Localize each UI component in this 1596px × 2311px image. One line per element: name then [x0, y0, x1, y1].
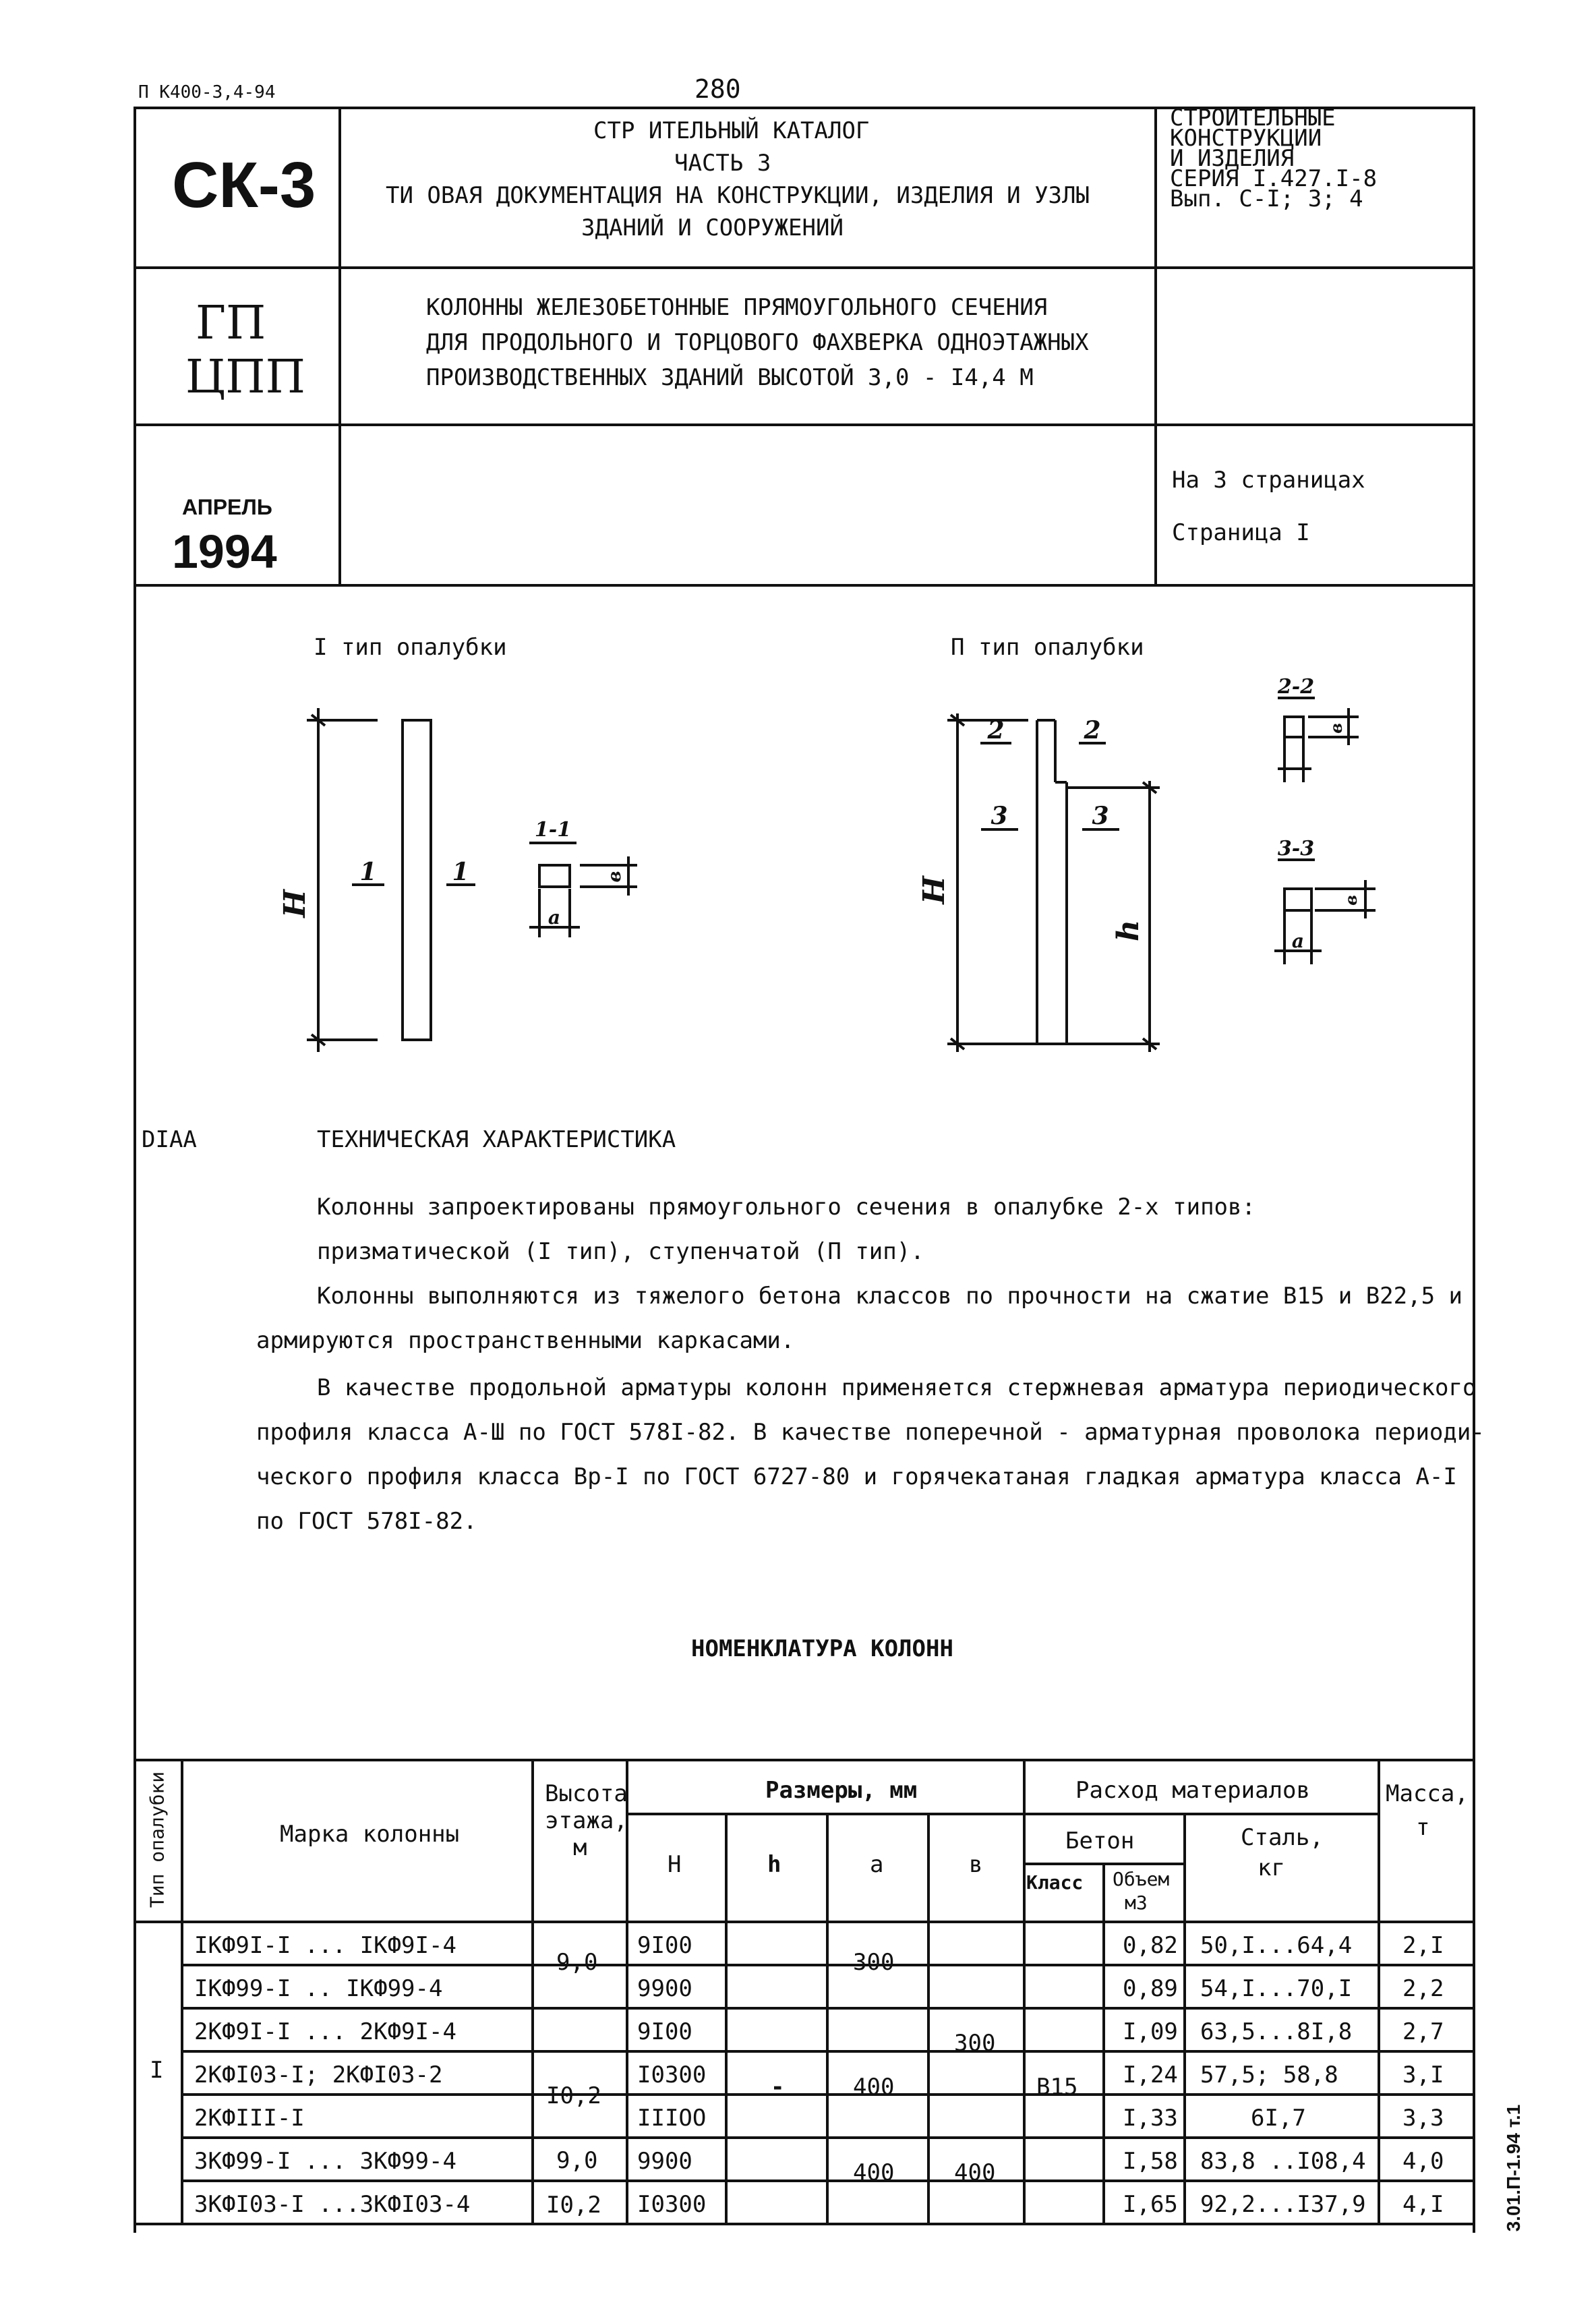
side-code: DIAA: [142, 1126, 197, 1153]
header-b: в: [969, 1851, 983, 1878]
table-title: НОМЕНКЛАТУРА КОЛОНН: [691, 1635, 953, 1662]
row-mass: 3,3: [1402, 2105, 1444, 2132]
header-mass-1: Масса,: [1386, 1780, 1469, 1807]
type1-section-1-1: [529, 843, 637, 937]
a-value-1: 300: [853, 1949, 895, 1976]
catalog-code: СК-3: [172, 149, 316, 221]
spec-heading: ТЕХНИЧЕСКАЯ ХАРАКТЕРИСТИКА: [317, 1126, 676, 1153]
row-steel: 57,5; 58,8: [1200, 2061, 1338, 2088]
header-height-1: Высота: [545, 1780, 628, 1807]
mark-3-right: 3: [1092, 802, 1109, 830]
row-mass: 4,0: [1402, 2148, 1444, 2175]
header-height-2: этажа,: [545, 1807, 628, 1834]
mark-2-right: 2: [1084, 716, 1101, 744]
header-volume-1: Объем: [1113, 1868, 1170, 1890]
mark-1-left: 1: [359, 858, 377, 886]
row-volume: 0,89: [1123, 1975, 1178, 2002]
row-mark: 2КФ9I-I ... 2КФ9I-4: [194, 2018, 456, 2045]
dim-a-1: a: [548, 906, 561, 929]
height-4: I0,2: [546, 2192, 601, 2219]
mark-2-left: 2: [987, 716, 1005, 744]
section-2-2-label: 2-2: [1277, 675, 1315, 699]
pages-total: На 3 страницах: [1172, 467, 1365, 494]
row-mass: 3,I: [1402, 2061, 1444, 2088]
dim-b-3: в: [1341, 895, 1361, 906]
type-value: I: [150, 2057, 164, 2084]
row-H: 9900: [637, 2148, 692, 2175]
type2-elevation: [947, 713, 1160, 1052]
section-3-3-label: 3-3: [1277, 837, 1315, 860]
header-volume-2: м3: [1125, 1892, 1148, 1914]
spec-paragraph-2: призматической (I тип), ступенчатой (П тип).: [317, 1238, 924, 1265]
row-mass: 2,7: [1402, 2018, 1444, 2045]
row-mark: 2КФIII-I: [194, 2105, 305, 2132]
header-h: h: [767, 1851, 781, 1878]
row-H: I0300: [637, 2061, 707, 2088]
section-1-1-label: 1-1: [534, 818, 572, 842]
org-name-line1: ГП: [196, 297, 266, 350]
mark-1-right: 1: [452, 858, 469, 886]
spec-paragraph-8: по ГОСТ 578I-82.: [256, 1508, 477, 1535]
spec-paragraph-4: армируются пространственными каркасами.: [256, 1327, 795, 1354]
side-stamp: 3.01.П-1.94 т.1: [1503, 2104, 1524, 2232]
dim-H-type1: Н: [278, 889, 312, 918]
b-value-2: 400: [954, 2159, 996, 2186]
row-mark: IКФ99-I .. IКФ99-4: [194, 1975, 443, 2002]
row-steel: 54,I...70,I: [1200, 1975, 1353, 2002]
header-a: а: [870, 1851, 884, 1878]
header-class: Класс: [1026, 1871, 1084, 1894]
dim-h-type2: h: [1111, 920, 1146, 941]
org-name-line2: ЦПП: [185, 351, 305, 404]
height-3: 9,0: [556, 2147, 598, 2174]
row-volume: I,65: [1123, 2191, 1178, 2218]
row-steel: 83,8 ..I08,4: [1200, 2148, 1366, 2175]
doc-code: П К400-3,4-94: [138, 82, 276, 103]
row-mark: 2КФI03-I; 2КФI03-2: [194, 2061, 443, 2088]
header-height-3: м: [573, 1834, 587, 1861]
header-concrete: Бетон: [1065, 1827, 1135, 1854]
release-year: 1994: [172, 525, 277, 578]
dim-b-2: в: [1326, 723, 1346, 734]
spec-paragraph-5: В качестве продольной арматуры колонн применяется стержневая арматура периодического: [317, 1374, 1477, 1401]
height-1: 9,0: [556, 1949, 598, 1976]
row-H: 9I00: [637, 2018, 692, 2045]
header-formwork-type: Тип опалубки: [146, 1771, 169, 1908]
row-steel: 92,2...I37,9: [1200, 2191, 1366, 2218]
page-number: 280: [694, 74, 741, 104]
header-steel-2: кг: [1258, 1854, 1285, 1881]
row-H: 9900: [637, 1975, 692, 2002]
header-steel-1: Сталь,: [1241, 1824, 1324, 1851]
row-volume: I,58: [1123, 2148, 1178, 2175]
row-volume: I,09: [1123, 2018, 1178, 2045]
dim-H-type2: Н: [917, 876, 951, 904]
row-steel: 6I,7: [1251, 2105, 1306, 2132]
row-H: I0300: [637, 2191, 707, 2218]
row-steel: 63,5...8I,8: [1200, 2018, 1353, 2045]
page-current: Страница I: [1172, 519, 1310, 546]
row-mark: IКФ9I-I ... IКФ9I-4: [194, 1932, 456, 1959]
a-value-2: 400: [853, 2074, 895, 2101]
header-mark: Марка колонны: [280, 1821, 460, 1848]
formwork-type2-label: П тип опалубки: [951, 634, 1144, 661]
row-mark: 3КФI03-I ...3КФI03-4: [194, 2191, 471, 2218]
row-volume: 0,82: [1123, 1932, 1178, 1959]
dim-b-1: в: [605, 871, 625, 883]
height-2: I0,2: [546, 2082, 601, 2109]
type1-elevation: [307, 708, 475, 1052]
a-value-3: 400: [853, 2159, 895, 2186]
row-mass: 2,I: [1402, 1932, 1444, 1959]
release-month: АПРЕЛЬ: [182, 495, 272, 519]
row-mass: 4,I: [1402, 2191, 1444, 2218]
mark-3-left: 3: [991, 802, 1008, 830]
b-value-1: 300: [954, 2030, 996, 2057]
spec-paragraph-6: профиля класса А-Ш по ГОСТ 578I-82. В качестве поперечной - арматурная проволока периоди-: [256, 1419, 1485, 1446]
spec-paragraph-1: Колонны запроектированы прямоугольного сечения в опалубке 2-х типов:: [317, 1194, 1255, 1221]
header-mass-2: т: [1416, 1814, 1430, 1841]
header-H: Н: [668, 1851, 682, 1878]
class-value: В15: [1036, 2074, 1078, 2101]
header-materials: Расход материалов: [1075, 1777, 1310, 1804]
dim-a-3: a: [1291, 930, 1305, 952]
row-volume: I,24: [1123, 2061, 1178, 2088]
row-H: 9I00: [637, 1932, 692, 1959]
formwork-type1-label: I тип опалубки: [314, 634, 507, 661]
spec-paragraph-7: ческого профиля класса Вр-I по ГОСТ 6727-80 и горячекатаная гладкая арматура класса А-I: [256, 1463, 1457, 1490]
spec-paragraph-3: Колонны выполняются из тяжелого бетона классов по прочности на сжатие В15 и В22,5 и: [317, 1283, 1462, 1310]
h-value: -: [771, 2074, 785, 2101]
row-H: IIIOO: [637, 2105, 707, 2132]
type2-section-3-3: [1274, 860, 1376, 964]
row-steel: 50,I...64,4: [1200, 1932, 1353, 1959]
header-sizes: Размеры, мм: [765, 1777, 918, 1804]
row-mark: 3КФ99-I ... 3КФ99-4: [194, 2148, 456, 2175]
row-volume: I,33: [1123, 2105, 1178, 2132]
row-mass: 2,2: [1402, 1975, 1444, 2002]
type2-section-2-2: [1278, 698, 1359, 782]
